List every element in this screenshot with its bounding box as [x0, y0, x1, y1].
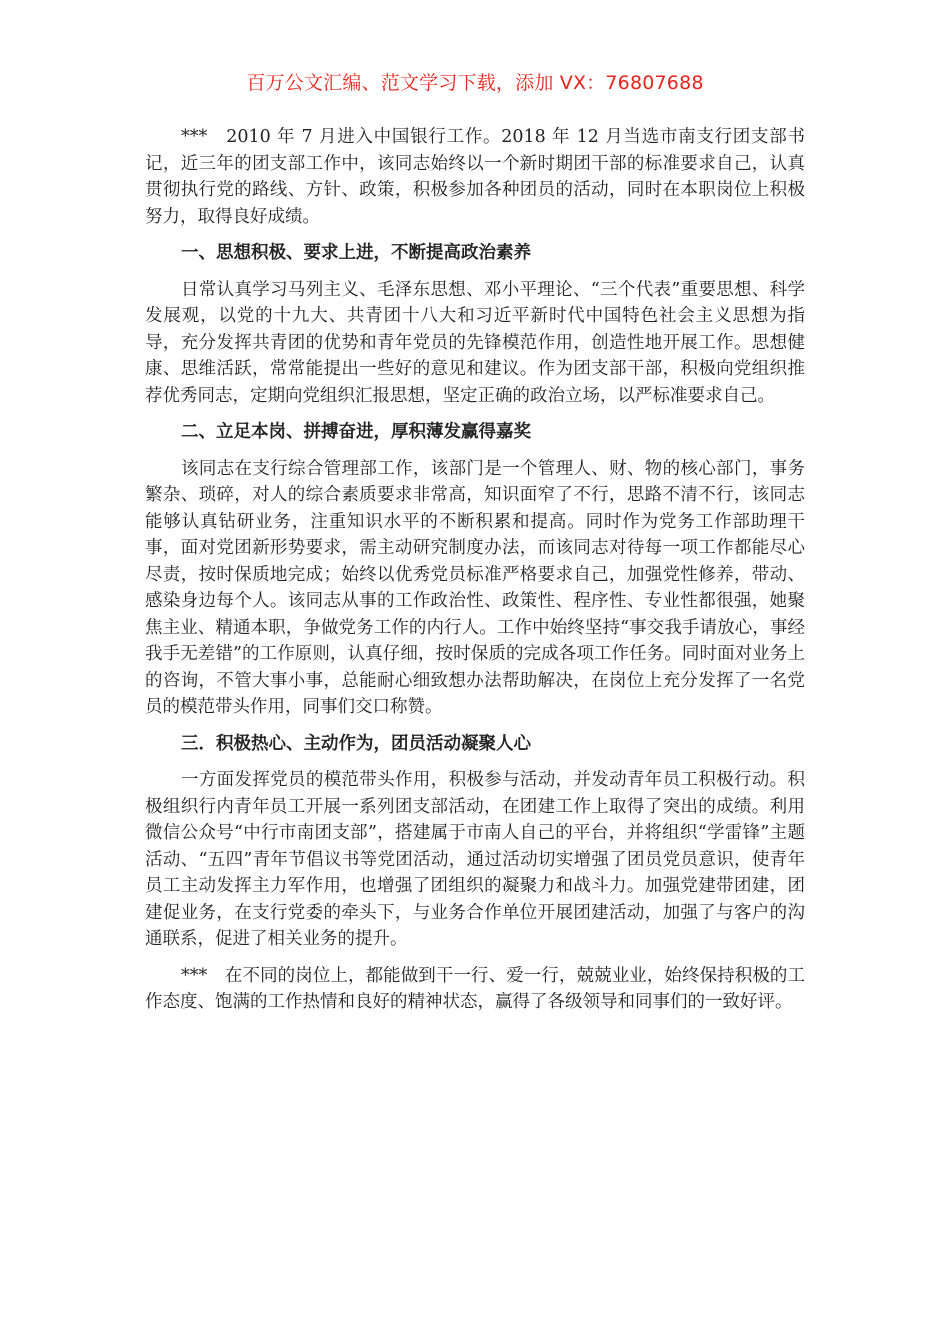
section-3-paragraph: 一方面发挥党员的模范带头作用，积极参与活动，并发动青年员工积极行动。积极组织行内青年员工开展一系列团支部活动，在团建工作上取得了突出的成绩。利用微信公众号“中行市南团支部”，搭建属于市南人自己的平台，并将组织“学雷锋”主题活动、“五四”青年节倡议书等党团活动，通过活动切实增强了团员党员意识，使青年员工主动发挥主力军作用，也增强了团组织的凝聚力和战斗力。加强党建带团建，团建促业务，在支行党委的牵头下，与业务合作单位开展团建活动，加强了与客户的沟通联系，促进了相关业务的提升。 — [145, 770, 805, 949]
document-body — [145, 124, 805, 1026]
section-2-paragraph: 该同志在支行综合管理部工作，该部门是一个管理人、财、物的核心部门，事务繁杂、琐碎，对人的综合素质要求非常高，知识面窄了不行，思路不清不行，该同志能够认真钻研业务，注重知识水平的不断积累和提高。同时作为党务工作部助理干事，面对党团新形势要求，需主动研究制度办法，而该同志对待每一项工作都能尽心尽责，按时保质地完成；始终以优秀党员标准严格要求自己，加强党性修养，带动、感染身边每个人。该同志从事的工作政治性、政策性、程序性、专业性都很强，她聚焦主业、精通本职，争做党务工作的内行人。工作中始终坚持“事交我手请放心，事经我手无差错”的工作原则，认真仔细，按时保质的完成各项工作任务。同时面对业务上的咨询，不管大事小事，总能耐心细致想办法帮助解决，在岗位上充分发挥了一名党员的模范带头作用，同事们交口称赞。 — [145, 458, 805, 717]
section-1-heading: 一、思想积极、要求上进，不断提高政治素养 — [181, 243, 531, 263]
section-3-heading: 三．积极热心、主动作为，团员活动凝聚人心 — [181, 733, 531, 754]
conclusion-paragraph: *** 在不同的岗位上，都能做到干一行、爱一行，兢兢业业，始终保持积极的工作态度、饱满的工作热情和良好的精神状态，赢得了各级领导和同事们的一致好评。 — [145, 965, 805, 1012]
section-1-paragraph: 日常认真学习马列主义、毛泽东思想、邓小平理论、“三个代表”重要思想、科学发展观，以党的十九大、共青团十八大和习近平新时代中国特色社会主义思想为指导，充分发挥共青团的优势和青年党员的先锋模范作用，创造性地开展工作。思想健康、思维活跃，常常能提出一些好的意见和建议。作为团支部干部，积极向党组织推荐优秀同志，定期向党组织汇报思想，坚定正确的政治立场，以严标准要求自己。 — [145, 279, 805, 406]
section-2-heading: 二、立足本岗、拼搏奋进，厚积薄发赢得嘉奖 — [181, 422, 531, 442]
intro-paragraph: *** 2010 年 7 月进入中国银行工作。2018 年 12 月当选市南支行团支部书记，近三年的团支部工作中，该同志始终以一个新时期团干部的标准要求自己，认真贯彻执行党的路线、方针、政策，积极参加各种团员的活动，同时在本职岗位上积极努力，取得良好成绩。 — [145, 127, 805, 227]
header-banner: 百万公文汇编、范文学习下载，添加 VX：76807688 — [246, 72, 704, 94]
